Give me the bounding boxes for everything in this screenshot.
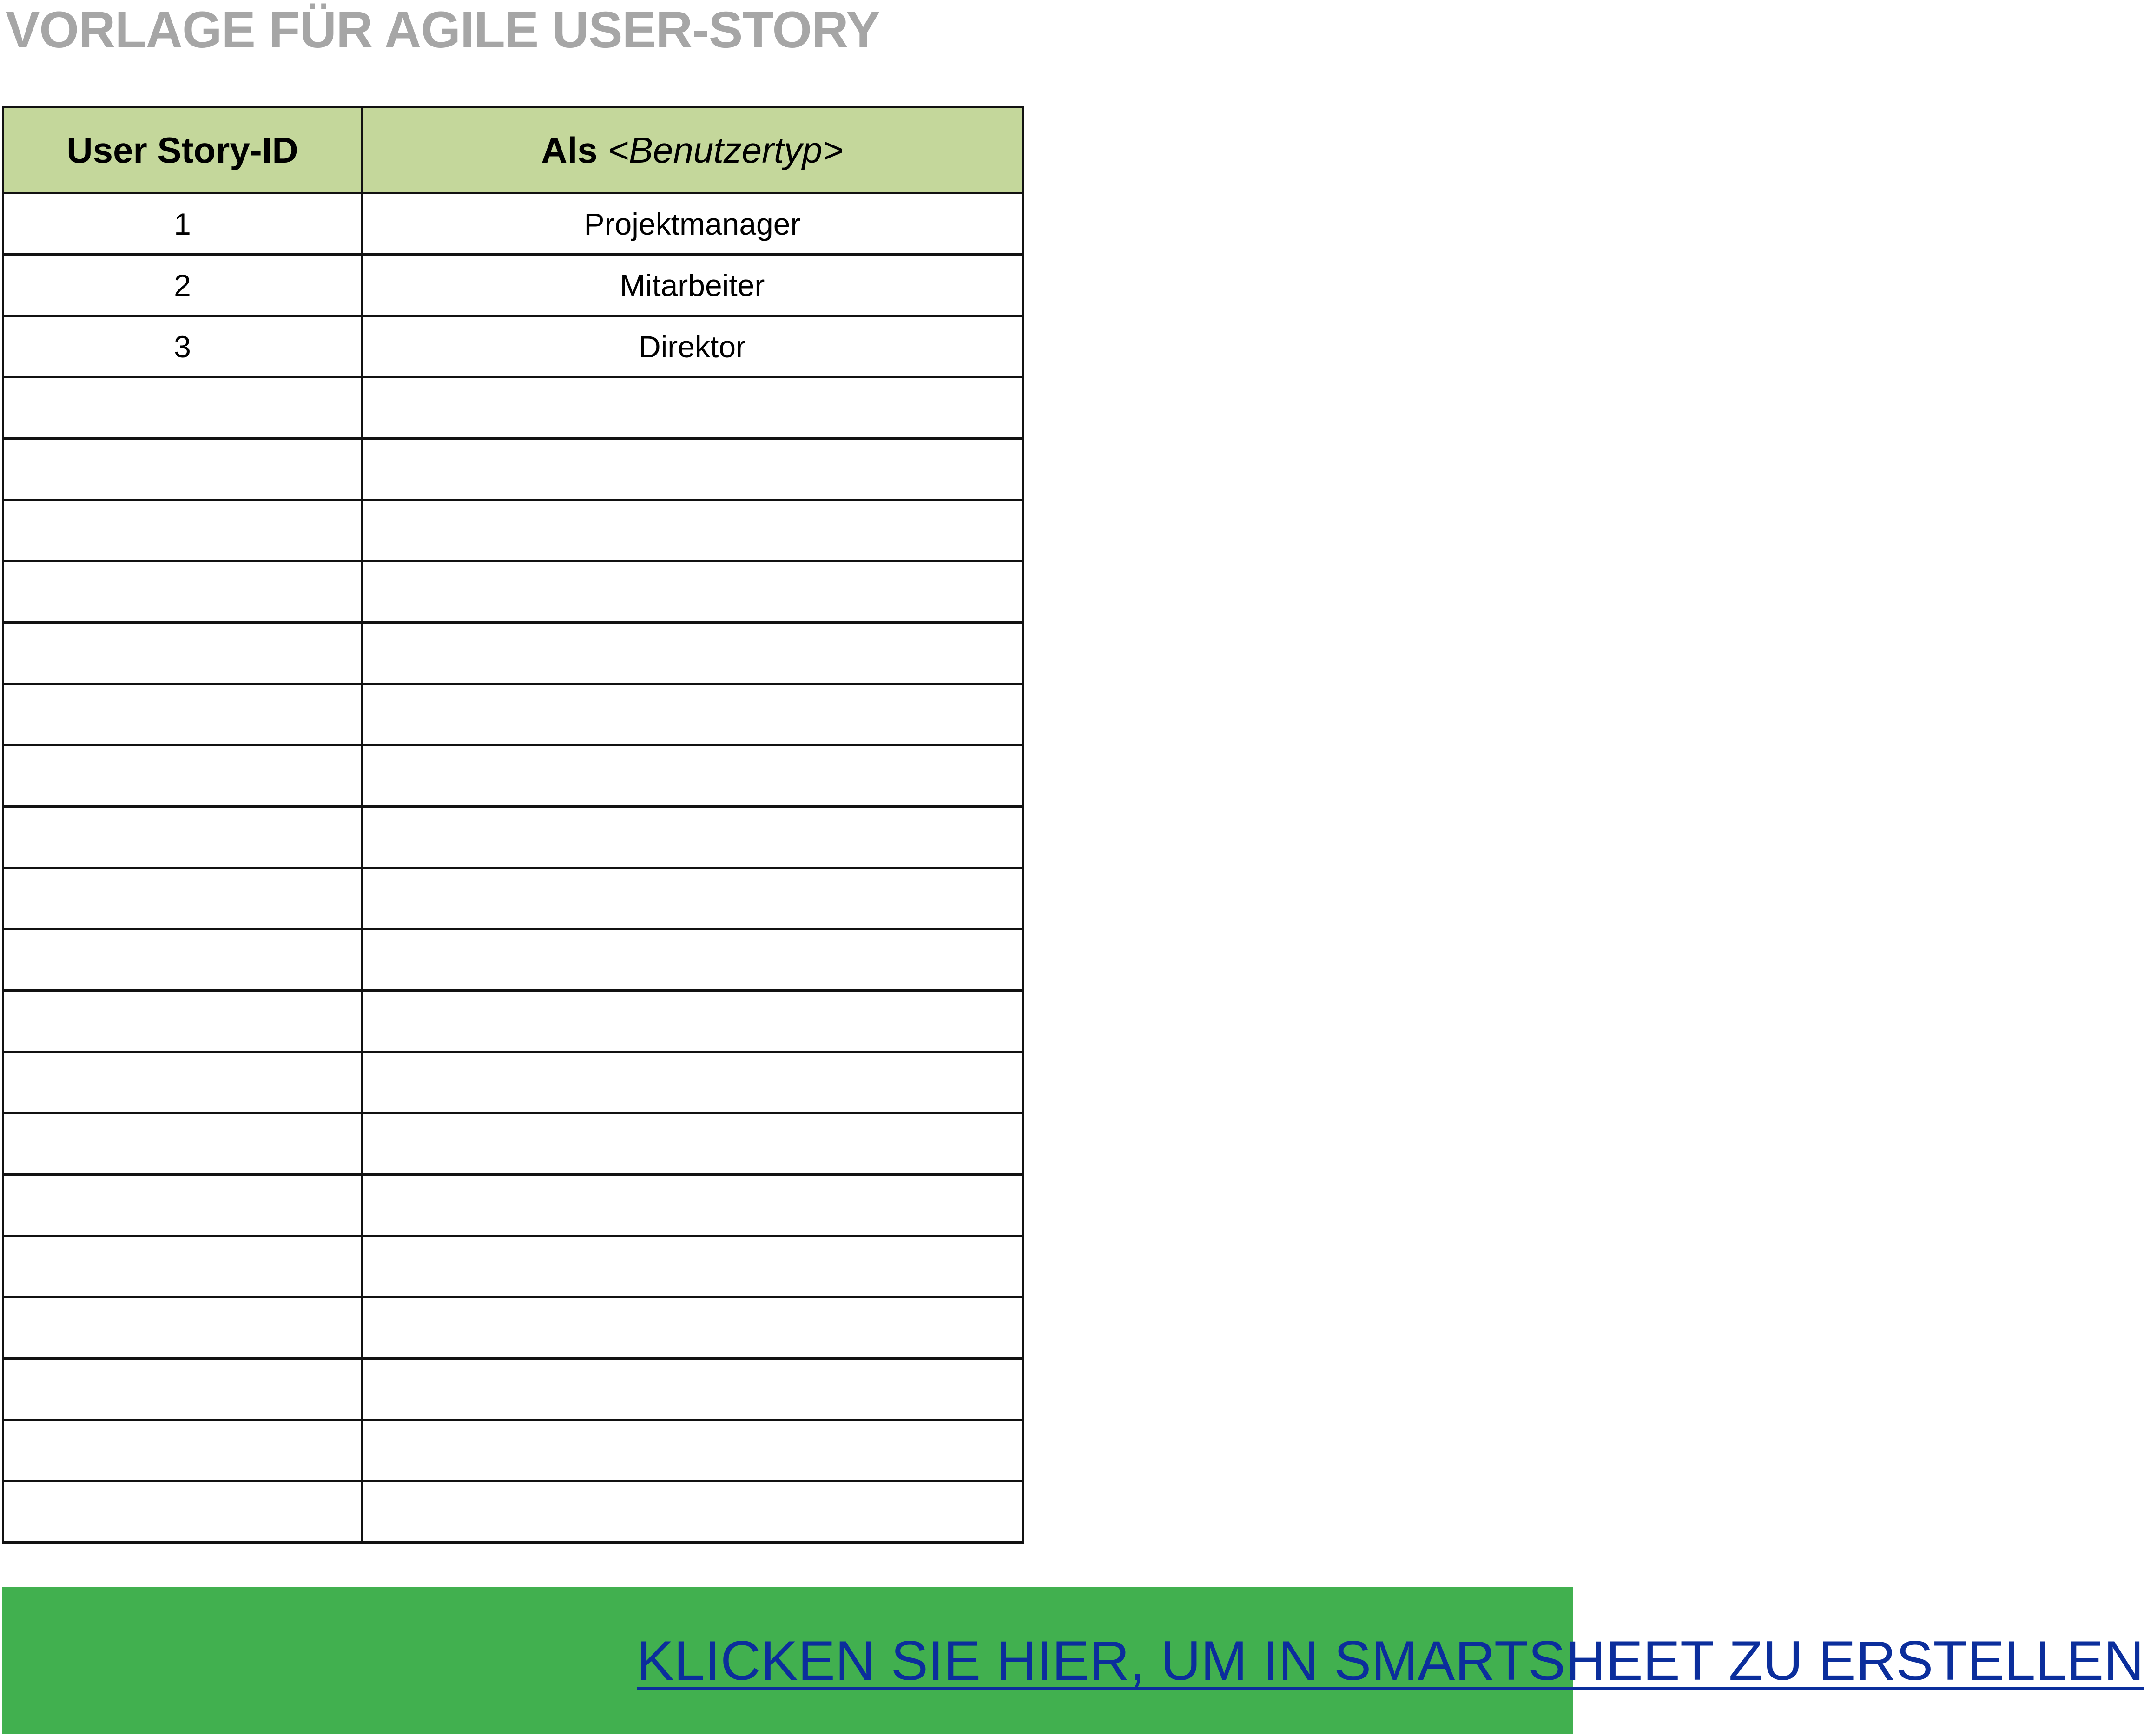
table-row xyxy=(3,255,1023,316)
cell-user-story-id[interactable] xyxy=(3,745,362,807)
table-row xyxy=(3,929,1023,991)
table-row xyxy=(3,1297,1023,1359)
table-row xyxy=(3,1052,1023,1113)
cell-user-story-id[interactable] xyxy=(3,807,362,868)
cell-user-story-id[interactable] xyxy=(3,1175,362,1236)
cell-user-story-id[interactable] xyxy=(3,1297,362,1359)
table-row xyxy=(3,1359,1023,1420)
cell-user-type[interactable] xyxy=(362,807,1023,868)
cell-user-story-id[interactable] xyxy=(3,623,362,684)
cell-user-type[interactable] xyxy=(362,684,1023,745)
table-row xyxy=(3,1236,1023,1297)
table-row xyxy=(3,193,1023,255)
user-story-table xyxy=(2,106,1024,1544)
cell-user-story-id[interactable] xyxy=(3,1420,362,1481)
cell-user-type[interactable] xyxy=(362,929,1023,991)
cell-user-story-id[interactable] xyxy=(3,439,362,500)
cell-user-type[interactable] xyxy=(362,1420,1023,1481)
table-row xyxy=(3,684,1023,745)
cell-user-type[interactable]: Projektmanager xyxy=(362,193,1023,255)
cell-user-story-id[interactable] xyxy=(3,1113,362,1175)
cell-user-story-id[interactable] xyxy=(3,929,362,991)
cell-user-story-id[interactable]: 3 xyxy=(3,316,362,377)
cell-user-type[interactable] xyxy=(362,991,1023,1052)
cell-user-story-id[interactable]: 1 xyxy=(3,193,362,255)
header-user-story-id[interactable]: User Story-ID xyxy=(3,107,362,193)
table-row xyxy=(3,1481,1023,1543)
cell-user-story-id[interactable] xyxy=(3,1052,362,1113)
cell-user-type[interactable] xyxy=(362,500,1023,561)
cell-user-story-id[interactable] xyxy=(3,1236,362,1297)
cell-user-type[interactable] xyxy=(362,1481,1023,1543)
table-row xyxy=(3,623,1023,684)
table-row xyxy=(3,745,1023,807)
cell-user-story-id[interactable] xyxy=(3,500,362,561)
cell-user-type[interactable] xyxy=(362,1175,1023,1236)
table-row xyxy=(3,439,1023,500)
smartsheet-banner xyxy=(2,1587,2144,1734)
cell-user-type[interactable] xyxy=(362,1359,1023,1420)
cell-user-type[interactable] xyxy=(362,1297,1023,1359)
cell-user-story-id[interactable] xyxy=(3,377,362,439)
cell-user-type[interactable]: Direktor xyxy=(362,316,1023,377)
cell-user-type[interactable] xyxy=(362,745,1023,807)
smartsheet-link[interactable]: KLICKEN SIE HIER, UM IN SMARTSHEET ZU ERSTELLEN xyxy=(637,1630,2144,1692)
cell-user-type[interactable] xyxy=(362,377,1023,439)
cell-user-story-id[interactable] xyxy=(3,1481,362,1543)
table-body xyxy=(3,193,1023,1543)
cell-user-story-id[interactable] xyxy=(3,561,362,623)
cell-user-story-id[interactable]: 2 xyxy=(3,255,362,316)
cell-user-story-id[interactable] xyxy=(3,684,362,745)
header-user-type-prefix: Als xyxy=(541,129,598,171)
table-row xyxy=(3,1113,1023,1175)
table-row xyxy=(3,1420,1023,1481)
cell-user-story-id[interactable] xyxy=(3,1359,362,1420)
table-row xyxy=(3,1175,1023,1236)
table-header-row xyxy=(3,107,1023,193)
banner-link-cell xyxy=(637,1587,2144,1734)
cell-user-type[interactable] xyxy=(362,868,1023,929)
cell-user-story-id[interactable] xyxy=(3,991,362,1052)
cell-user-type[interactable] xyxy=(362,561,1023,623)
table-row xyxy=(3,807,1023,868)
table-row xyxy=(3,500,1023,561)
table-row xyxy=(3,316,1023,377)
cell-user-type[interactable] xyxy=(362,1236,1023,1297)
table-row xyxy=(3,377,1023,439)
cell-user-type[interactable]: Mitarbeiter xyxy=(362,255,1023,316)
table-row xyxy=(3,561,1023,623)
table-row xyxy=(3,991,1023,1052)
table-row xyxy=(3,868,1023,929)
cell-user-story-id[interactable] xyxy=(3,868,362,929)
header-user-type[interactable] xyxy=(362,107,1023,193)
cell-user-type[interactable] xyxy=(362,1113,1023,1175)
cell-user-type[interactable] xyxy=(362,623,1023,684)
cell-user-type[interactable] xyxy=(362,1052,1023,1113)
cell-user-type[interactable] xyxy=(362,439,1023,500)
page-title: VORLAGE FÜR AGILE USER-STORY xyxy=(6,1,880,59)
header-user-type-placeholder: <Benutzertyp> xyxy=(607,129,844,171)
